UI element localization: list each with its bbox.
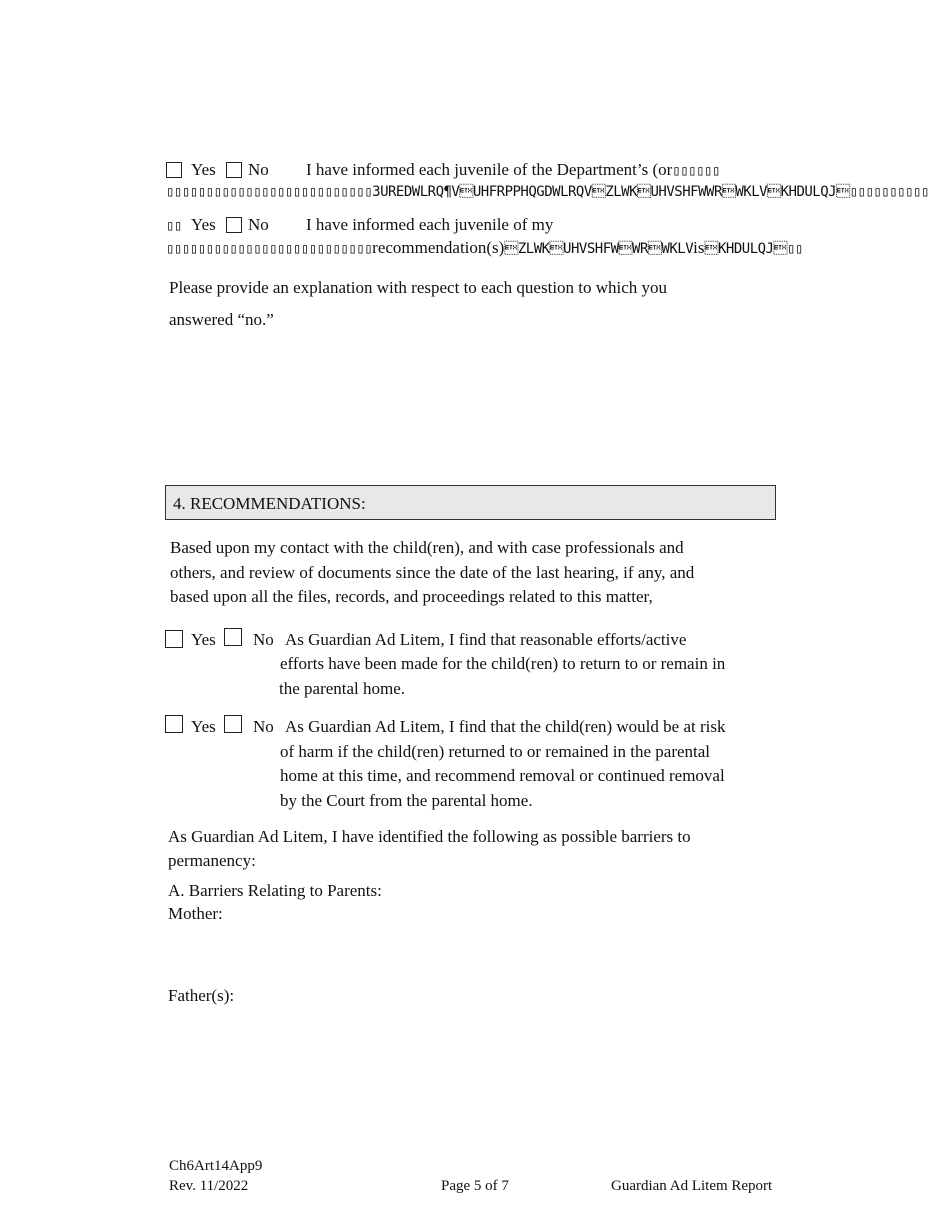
rec1-text-line2: efforts have been made for the child(ren) to return to or remain in [280, 654, 726, 673]
footer-revision: Rev. 11/2022 [169, 1178, 249, 1194]
rec2-no-checkbox[interactable] [224, 715, 242, 733]
rec1-text-line3: the parental home. [279, 679, 406, 698]
q2-no-label: No [248, 215, 269, 234]
rec2-no-label: No [253, 717, 274, 736]
explanation-line1: Please provide an explanation with respect to each question to which you [169, 278, 668, 297]
q2-garble-box: ▯▯ [166, 218, 182, 234]
q2-garble-mid: ZLWKUHVSHFWWRWKLV [504, 241, 694, 257]
q1-garble-tail: ▯▯▯▯▯▯ [672, 163, 720, 179]
rec1-yes-label: Yes [191, 630, 216, 649]
recommendations-intro-line2: others, and review of documents since the date of the last hearing, if any, and [170, 563, 695, 582]
q2-is-text: is [693, 238, 705, 257]
rec1-text-line1: As Guardian Ad Litem, I find that reasonable efforts/active [285, 630, 687, 649]
rec2-text-line4: by the Court from the parental home. [280, 791, 533, 810]
rec2-yes-checkbox[interactable] [165, 715, 183, 733]
q2-statement-line2 [166, 238, 816, 258]
barriers-father-label: Father(s): [168, 986, 235, 1005]
footer-page-number: Page 5 of 7 [441, 1178, 509, 1194]
q1-yes-label: Yes [191, 160, 216, 179]
q2-no-checkbox[interactable] [226, 217, 242, 233]
rec2-text-line2: of harm if the child(ren) returned to or remained in the parental [280, 742, 711, 761]
recommendations-intro-line1: Based upon my contact with the child(ren), and with case professionals and [170, 538, 684, 557]
q1-no-checkbox[interactable] [226, 162, 242, 178]
recommendations-heading-box [165, 485, 776, 520]
footer-form-code: Ch6Art14App9 [169, 1158, 263, 1174]
rec1-no-label: No [253, 630, 274, 649]
q2-garble-prefix: ▯▯▯▯▯▯▯▯▯▯▯▯▯▯▯▯▯▯▯▯▯▯▯▯▯▯ [166, 241, 373, 257]
q2-recommendations-text: recommendation(s) [372, 238, 505, 257]
rec2-yes-label: Yes [191, 717, 216, 736]
barriers-intro-line1: As Guardian Ad Litem, I have identified the following as possible barriers to [168, 827, 691, 846]
barriers-mother-label: Mother: [168, 904, 223, 923]
rec1-yes-checkbox[interactable] [165, 630, 183, 648]
q2-garble-end: KHDULQJ▯▯ [704, 241, 803, 257]
q1-no-label: No [248, 160, 269, 179]
q1-yes-checkbox[interactable] [166, 162, 182, 178]
rec2-text-line1: As Guardian Ad Litem, I find that the child(ren) would be at risk [285, 717, 726, 736]
q1-statement-line2: ▯▯▯▯▯▯▯▯▯▯▯▯▯▯▯▯▯▯▯▯▯▯▯▯▯▯3UREDWLRQ¶VUHFRPPHQGDWLRQVZLWKUHVSHFWWRWKLVKHDULQJ▯▯▯▯▯▯▯▯▯▯ [166, 184, 929, 200]
rec2-text-line3: home at this time, and recommend removal or continued removal [280, 766, 725, 785]
recommendations-intro-line3: based upon all the files, records, and proceedings related to this matter, [170, 587, 653, 606]
footer-report-title: Guardian Ad Litem Report [611, 1178, 773, 1194]
explanation-line2: answered “no.” [169, 310, 274, 329]
q2-statement-line1: I have informed each juvenile of my [306, 215, 554, 234]
recommendations-heading: 4. RECOMMENDATIONS: [173, 494, 366, 513]
q1-statement-text: I have informed each juvenile of the Department’s (or [306, 160, 673, 179]
q2-yes-label: Yes [191, 215, 216, 234]
q1-statement-line1 [306, 160, 720, 180]
barriers-a-heading: A. Barriers Relating to Parents: [168, 881, 382, 900]
barriers-intro-line2: permanency: [168, 851, 256, 870]
rec1-no-checkbox[interactable] [224, 628, 242, 646]
